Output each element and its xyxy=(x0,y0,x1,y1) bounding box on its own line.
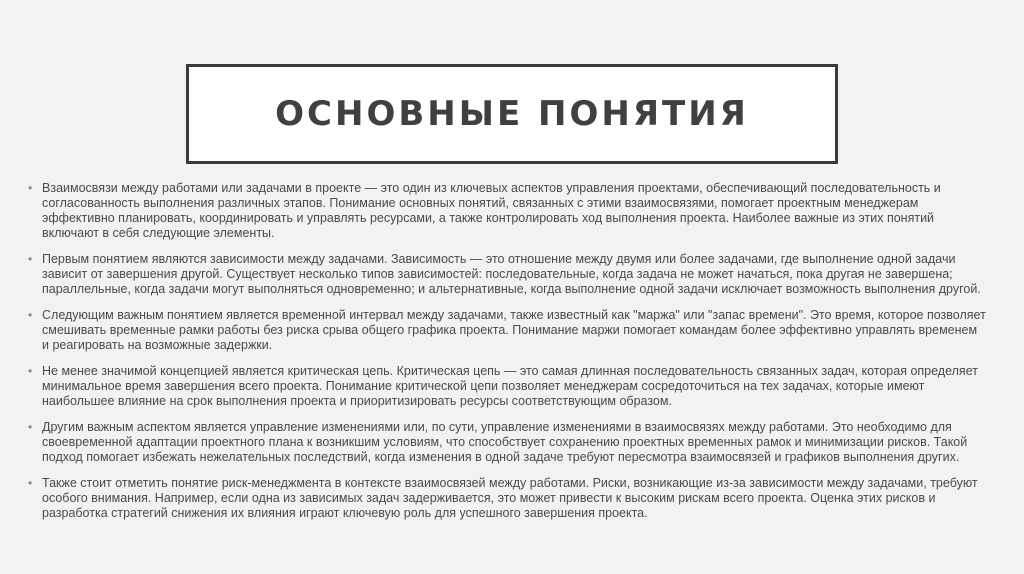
bullet-dot-icon: • xyxy=(28,308,33,322)
bullet-list xyxy=(22,181,987,532)
bullet-dot-icon: • xyxy=(28,476,33,490)
bullet-item xyxy=(22,252,987,297)
bullet-item xyxy=(22,308,987,353)
bullet-text: Следующим важным понятием является временной интервал между задачами, также известный как "маржа" или "запас времени". Это время, которое позволяет смешивать временные рамки работы без риска срыва общего графика проекта. Понимание маржи помогает командам более эффективно управлять временем и реагировать на возможные задержки. xyxy=(42,308,986,352)
bullet-text: Также стоит отметить понятие риск-менеджмента в контексте взаимосвязей между работами. Риски, возникающие из-за зависимости между задачами, требуют особого внимания. Например, если одна из зависимых задач задерживается, это может привести к высоким рискам всего проекта. Оценка этих рисков и разработка стратегий снижения их влияния играют ключевую роль для успешного завершения проекта. xyxy=(42,476,978,520)
bullet-item xyxy=(22,181,987,241)
bullet-text: Взаимосвязи между работами или задачами в проекте — это один из ключевых аспектов управления проектами, обеспечивающий последовательность и согласованность выполнения различных этапов. Понимание основных понятий, связанных с этими взаимосвязями, помогает проектным менеджерам эффективно планировать, координировать и управлять ресурсами, а также контролировать ход выполнения проекта. Наиболее важные из этих понятий включают в себя следующие элементы. xyxy=(42,181,941,240)
slide-title: ОСНОВНЫЕ ПОНЯТИЯ xyxy=(275,94,749,134)
bullet-text: Первым понятием являются зависимости между задачами. Зависимость — это отношение между двумя или более задачами, где выполнение одной задачи зависит от завершения другой. Существует несколько типов зависимостей: последовательные, когда задача не может начаться, пока другая не завершена; параллельные, когда задачи могут выполняться одновременно; и альтернативные, когда выполнение одной задачи исключает возможность выполнения другой. xyxy=(42,252,981,296)
title-frame xyxy=(186,64,838,164)
bullet-dot-icon: • xyxy=(28,181,33,195)
bullet-dot-icon: • xyxy=(28,252,33,266)
bullet-text: Не менее значимой концепцией является критическая цепь. Критическая цепь — это самая длинная последовательность связанных задач, которая определяет минимальное время завершения всего проекта. Понимание критической цепи позволяет менеджерам сосредоточиться на тех задачах, которые имеют наибольшее влияние на срок выполнения проекта и приоритизировать ресурсы соответствующим образом. xyxy=(42,364,978,408)
bullet-dot-icon: • xyxy=(28,420,33,434)
bullet-dot-icon: • xyxy=(28,364,33,378)
bullet-item xyxy=(22,364,987,409)
bullet-item xyxy=(22,420,987,465)
bullet-text: Другим важным аспектом является управление изменениями или, по сути, управление изменениями в взаимосвязях между работами. Это необходимо для своевременной адаптации проектного плана к возникшим условиям, что способствует сохранению проектных временных рамок и минимизации рисков. Такой подход помогает избежать нежелательных последствий, когда изменения в одной задаче требуют пересмотра взаимосвязей и графиков выполнения других. xyxy=(42,420,968,464)
bullet-item xyxy=(22,476,987,521)
